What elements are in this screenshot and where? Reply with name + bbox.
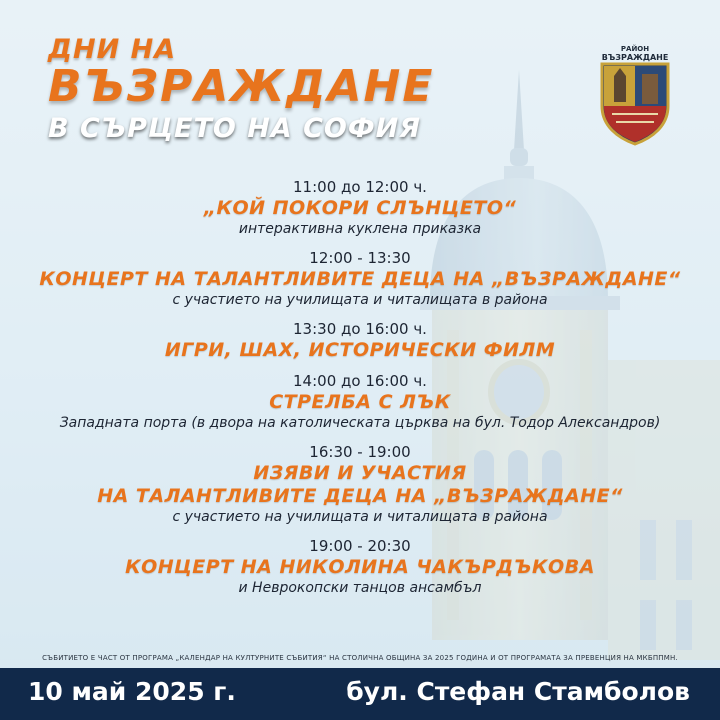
event-subtitle: Западната порта (в двора на католическата църква на бул. Тодор Александров) (59, 415, 661, 431)
title-line-2: ВЪЗРАЖДАНЕ (48, 61, 435, 112)
event-title: ИЗЯВИ И УЧАСТИЯ (253, 462, 467, 484)
event-item (20, 249, 700, 310)
event-title-line-2: НА ТАЛАНТЛИВИТЕ ДЕЦА НА „ВЪЗРАЖДАНЕ“ (97, 485, 623, 507)
event-time: 16:30 - 19:00 (309, 443, 411, 461)
title-line-1: ДНИ НА (48, 34, 177, 65)
event-item (20, 443, 700, 527)
svg-text:ВЪЗРАЖДАНЕ: ВЪЗРАЖДАНЕ (601, 53, 669, 62)
event-date: 10 май 2025 г. (28, 677, 236, 706)
event-item (20, 178, 700, 239)
event-time: 12:00 - 13:30 (309, 249, 411, 267)
event-address: бул. Стефан Стамболов (346, 677, 690, 706)
event-title: КОНЦЕРТ НА ТАЛАНТЛИВИТЕ ДЕЦА НА „ВЪЗРАЖДАНЕ“ (39, 268, 681, 290)
event-time: 14:00 до 16:00 ч. (293, 372, 427, 390)
event-title: „КОЙ ПОКОРИ СЛЪНЦЕТО“ (203, 197, 517, 219)
event-item (20, 320, 700, 362)
event-title: СТРЕЛБА С ЛЪК (269, 391, 451, 413)
district-coat-of-arms-icon (592, 42, 678, 146)
event-title: КОНЦЕРТ НА НИКОЛИНА ЧАКЪРДЪКОВА (125, 556, 595, 578)
event-subtitle: с участието на училищата и читалищата в района (172, 292, 548, 308)
event-subtitle: интерактивна куклена приказка (238, 221, 482, 237)
event-subtitle: и Неврокопски танцов ансамбъл (238, 580, 482, 596)
event-time: 11:00 до 12:00 ч. (293, 178, 427, 196)
event-time: 19:00 - 20:30 (309, 537, 411, 555)
event-schedule (20, 178, 700, 608)
event-item (20, 537, 700, 598)
event-item (20, 372, 700, 433)
poster-title (48, 36, 434, 142)
program-footnote: СЪБИТИЕТО Е ЧАСТ ОТ ПРОГРАМА „КАЛЕНДАР НА КУЛТУРНИТЕ СЪБИТИЯ“ НА СТОЛИЧНА ОБЩИНА ЗА 2025 ГОДИНА И ОТ ПРОГРАМАТА ЗА ПРЕВЕНЦИЯ НА МКБППМН. (42, 654, 678, 662)
title-line-3: В СЪРЦЕТО НА СОФИЯ (48, 113, 422, 144)
event-title: ИГРИ, ШАХ, ИСТОРИЧЕСКИ ФИЛМ (164, 339, 556, 361)
date-location-bar (0, 668, 720, 720)
event-time: 13:30 до 16:00 ч. (293, 320, 427, 338)
event-subtitle: с участието на училищата и читалищата в района (172, 509, 548, 525)
svg-text:РАЙОН: РАЙОН (620, 45, 650, 53)
